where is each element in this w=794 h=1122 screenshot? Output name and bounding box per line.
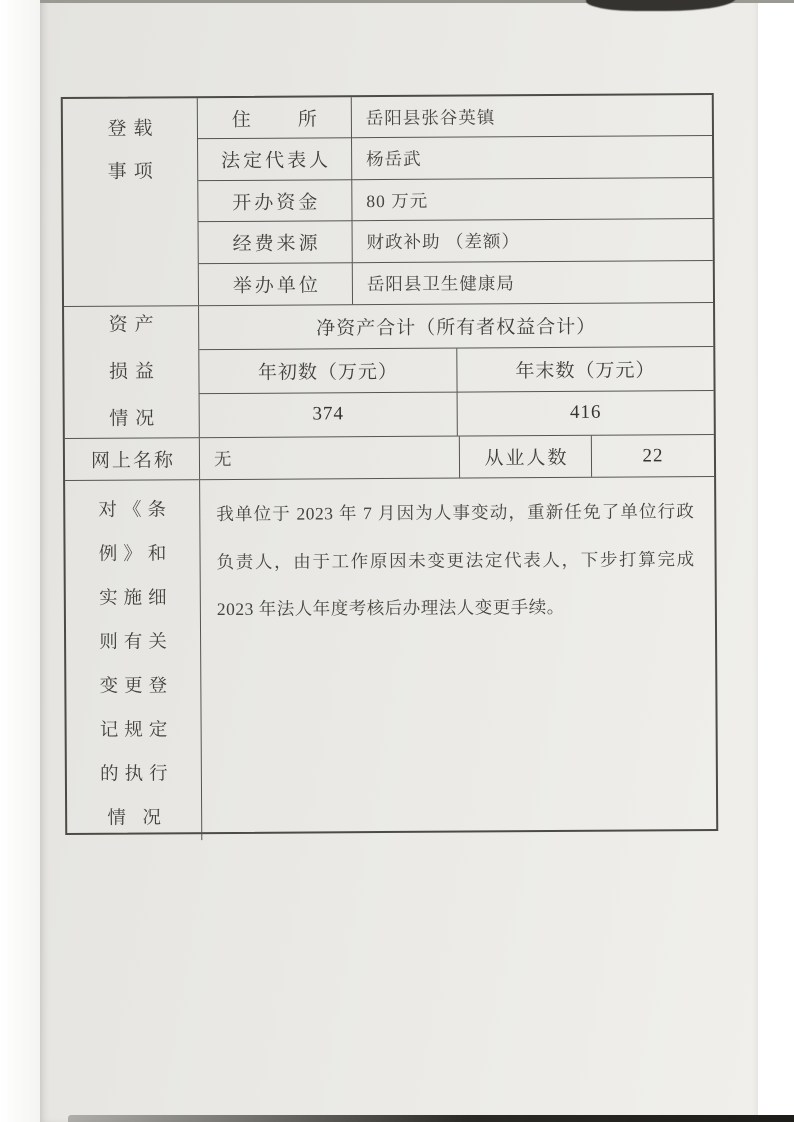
legal-representative-field-label: 法定代表人 bbox=[198, 139, 352, 181]
year-begin-value: 374 bbox=[312, 403, 345, 425]
section-label-line: 变更登 bbox=[99, 676, 174, 697]
online-name-label: 网上名称 bbox=[65, 438, 200, 479]
section-label-line: 的执行 bbox=[100, 764, 174, 785]
assets-section-label bbox=[64, 306, 200, 438]
year-end-header: 年末数（万元） bbox=[456, 347, 713, 392]
staff-count-label: 从业人数 bbox=[460, 436, 592, 477]
residence-field-label: 住 所 bbox=[198, 97, 352, 139]
registered-items-section-label bbox=[63, 98, 199, 306]
section-label-line: 事项 bbox=[107, 161, 160, 183]
residence-value: 岳阳县张谷英镇 bbox=[352, 95, 712, 139]
assets-section bbox=[64, 303, 714, 439]
registration-annual-report-table bbox=[61, 93, 718, 835]
section-label-line: 则有关 bbox=[99, 632, 173, 653]
compliance-section-label bbox=[65, 480, 202, 841]
year-end-value: 416 bbox=[457, 391, 714, 436]
sponsor-unit-field-label: 举办单位 bbox=[199, 263, 353, 305]
background-right-strip bbox=[758, 0, 794, 1122]
opening-funds-field-label: 开办资金 bbox=[198, 180, 352, 222]
funding-source-value: 财政补助 （差额） bbox=[353, 219, 713, 263]
section-label-line: 例》和 bbox=[98, 544, 173, 565]
section-label-line: 实施细 bbox=[98, 588, 173, 609]
compliance-content: 我单位于 2023 年 7 月因为人事变动，重新任免了单位行政负责人，由于工作原因未变更法定代表人，下步打算完成 2023 年法人年度考核后办理法人变更手续。 bbox=[216, 501, 695, 620]
net-assets-title: 净资产合计（所有者权益合计） bbox=[199, 303, 713, 350]
online-name-row bbox=[65, 435, 714, 481]
legal-representative-value: 杨岳武 bbox=[352, 136, 712, 180]
section-label-line: 损益 bbox=[108, 361, 161, 384]
section-label-line: 对《条 bbox=[98, 500, 173, 521]
section-label-line: 情况 bbox=[109, 408, 162, 431]
online-name-value: 无 bbox=[200, 437, 460, 479]
opening-funds-value: 80 万元 bbox=[352, 178, 712, 222]
paper-bottom-shadow bbox=[68, 1115, 794, 1122]
staff-count-value: 22 bbox=[642, 444, 664, 467]
section-label-line: 情 况 bbox=[107, 808, 168, 829]
section-label-line: 登载 bbox=[107, 118, 160, 140]
registered-items-section bbox=[63, 95, 713, 307]
section-label-line: 资产 bbox=[108, 314, 161, 337]
year-begin-header: 年初数（万元） bbox=[199, 349, 456, 394]
background-left-strip bbox=[0, 0, 40, 1122]
section-label-line: 记规定 bbox=[99, 720, 174, 741]
funding-source-field-label: 经费来源 bbox=[199, 222, 353, 264]
sponsor-unit-value: 岳阳县卫生健康局 bbox=[366, 273, 515, 295]
compliance-section bbox=[65, 477, 716, 833]
